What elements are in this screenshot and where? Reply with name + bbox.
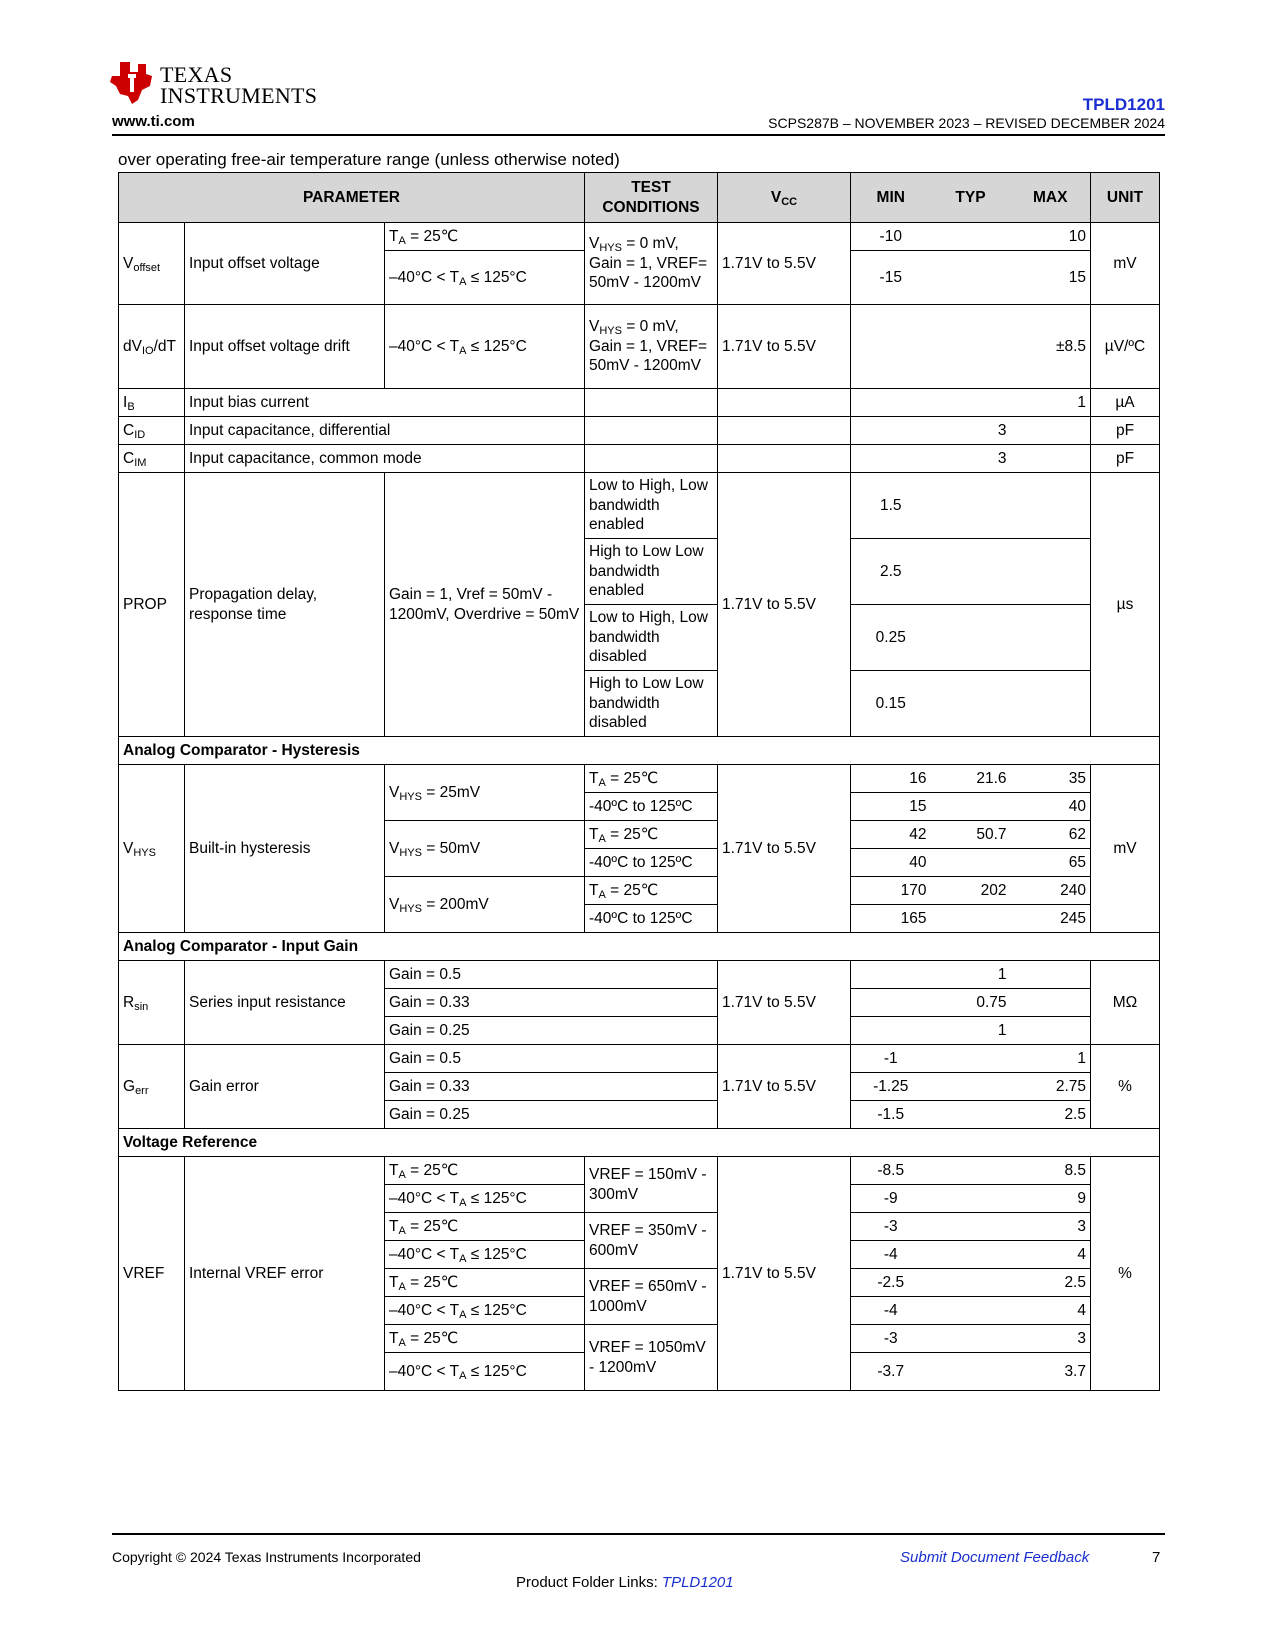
max-cell: 4 bbox=[1011, 1297, 1091, 1325]
max-cell: 2.75 bbox=[1011, 1073, 1091, 1101]
section-title: Voltage Reference bbox=[119, 1129, 1160, 1157]
condition-cell: $-40^\circ C < T_A \le 125^\circ C$ bbox=[385, 1297, 585, 1325]
min-cell: 42 bbox=[851, 821, 931, 849]
header-typ: TYP bbox=[931, 173, 1011, 223]
typ-cell: 1 bbox=[931, 961, 1011, 989]
min-cell: -3 bbox=[851, 1325, 931, 1353]
page-number: 7 bbox=[1152, 1549, 1161, 1566]
doc-id-link[interactable]: TPLD1201 bbox=[1082, 95, 1165, 114]
min-cell bbox=[851, 417, 931, 445]
condition-cell: Gain = 0.5 bbox=[385, 961, 718, 989]
section-row bbox=[119, 737, 1160, 765]
max-cell: 8.5 bbox=[1011, 1157, 1091, 1185]
param-name: Propagation delay, response time bbox=[185, 473, 385, 737]
table-caption: over operating free-air temperature range (unless otherwise noted) bbox=[118, 150, 620, 169]
param-name: Input offset voltage bbox=[185, 223, 385, 305]
condition-cell: $-40^\circ C < T_A \le 125^\circ C$ bbox=[385, 251, 585, 305]
typ-cell bbox=[931, 389, 1011, 417]
typ-cell: 0.75 bbox=[931, 989, 1011, 1017]
condition-cell: $T_A$ = 25℃ bbox=[385, 1325, 585, 1353]
max-cell: 3.7 bbox=[1011, 1353, 1091, 1391]
max-cell: 15 bbox=[1011, 251, 1091, 305]
table-row bbox=[119, 305, 1160, 389]
max-cell bbox=[1011, 989, 1091, 1017]
condition-cell: $T_A$ = 25℃ bbox=[385, 1269, 585, 1297]
condition-cell: Gain = 0.33 bbox=[385, 989, 718, 1017]
logo-line-2: INSTRUMENTS bbox=[160, 83, 318, 108]
vcc-cell: 1.71V to 5.5V bbox=[718, 1157, 851, 1391]
max-cell: 65 bbox=[1011, 849, 1091, 877]
test-condition: VREF = 1050mV - 1200mV bbox=[585, 1325, 718, 1391]
min-cell: 165 bbox=[851, 905, 931, 933]
max-cell: 2.5 bbox=[1011, 1101, 1091, 1129]
test-condition: Low to High, Low bandwidth disabled bbox=[585, 605, 718, 671]
typ-cell bbox=[931, 539, 1011, 605]
test-condition: High to Low Low bandwidth enabled bbox=[585, 539, 718, 605]
vcc-cell: 1.71V to 5.5V bbox=[718, 223, 851, 305]
param-name: Input offset voltage drift bbox=[185, 305, 385, 389]
min-cell: -1 bbox=[851, 1045, 931, 1073]
test-condition: -40ºC to 125ºC bbox=[585, 905, 718, 933]
min-cell: 0.15 bbox=[851, 671, 931, 737]
condition-cell: $V_{HYS} = 25mV$ bbox=[385, 765, 585, 821]
param-symbol: $V_{HYS}$ bbox=[119, 765, 185, 933]
typ-cell bbox=[931, 671, 1011, 737]
typ-cell bbox=[931, 849, 1011, 877]
test-condition: -40ºC to 125ºC bbox=[585, 793, 718, 821]
param-symbol: $V_{offset}$ bbox=[119, 223, 185, 305]
test-condition: $T_A$ = 25℃ bbox=[585, 765, 718, 793]
unit-cell: mV bbox=[1091, 765, 1160, 933]
condition-cell: $-40^\circ C < T_A \le 125^\circ C$ bbox=[385, 1185, 585, 1213]
min-cell: 2.5 bbox=[851, 539, 931, 605]
condition-cell: $T_A$ = 25℃ bbox=[385, 223, 585, 251]
condition-cell: $-40^\circ C < T_A \le 125^\circ C$ bbox=[385, 305, 585, 389]
test-condition: $V_{HYS} = 0$ mV, Gain = 1, VREF= 50mV - 1200mV bbox=[585, 305, 718, 389]
section-title: Analog Comparator - Hysteresis bbox=[119, 737, 1160, 765]
test-condition: VREF = 150mV - 300mV bbox=[585, 1157, 718, 1213]
param-name: Series input resistance bbox=[185, 961, 385, 1045]
logo-line-1: TEXAS bbox=[160, 62, 233, 87]
condition-cell: Gain = 0.5 bbox=[385, 1045, 718, 1073]
table-row bbox=[119, 765, 1160, 793]
max-cell: 4 bbox=[1011, 1241, 1091, 1269]
unit-cell: MΩ bbox=[1091, 961, 1160, 1045]
ti-logo[interactable] bbox=[108, 60, 318, 110]
header-min: MIN bbox=[851, 173, 931, 223]
condition-cell: Gain = 1, Vref = 50mV - 1200mV, Overdrive = 50mV bbox=[385, 473, 585, 737]
typ-cell bbox=[931, 1045, 1011, 1073]
condition-cell: $V_{HYS} = 200mV$ bbox=[385, 877, 585, 933]
test-condition: -40ºC to 125ºC bbox=[585, 849, 718, 877]
section-row bbox=[119, 933, 1160, 961]
vcc-cell bbox=[718, 389, 851, 417]
condition-cell: $V_{HYS} = 50mV$ bbox=[385, 821, 585, 877]
min-cell bbox=[851, 305, 931, 389]
test-condition: VREF = 650mV - 1000mV bbox=[585, 1269, 718, 1325]
unit-cell: % bbox=[1091, 1045, 1160, 1129]
typ-cell: 3 bbox=[931, 445, 1011, 473]
submit-feedback-link[interactable]: Submit Document Feedback bbox=[900, 1549, 1090, 1566]
condition-cell: $-40^\circ C < T_A \le 125^\circ C$ bbox=[385, 1353, 585, 1391]
max-cell: 1 bbox=[1011, 389, 1091, 417]
table-row bbox=[119, 473, 1160, 539]
table-row bbox=[119, 389, 1160, 417]
vcc-cell bbox=[718, 417, 851, 445]
typ-cell bbox=[931, 1269, 1011, 1297]
test-condition: High to Low Low bandwidth disabled bbox=[585, 671, 718, 737]
max-cell: 10 bbox=[1011, 223, 1091, 251]
max-cell bbox=[1011, 539, 1091, 605]
typ-cell bbox=[931, 223, 1011, 251]
param-symbol: PROP bbox=[119, 473, 185, 737]
min-cell bbox=[851, 389, 931, 417]
typ-cell bbox=[931, 305, 1011, 389]
condition-cell: Gain = 0.25 bbox=[385, 1101, 718, 1129]
min-cell: -3.7 bbox=[851, 1353, 931, 1391]
min-cell: -9 bbox=[851, 1185, 931, 1213]
typ-cell bbox=[931, 605, 1011, 671]
table-row bbox=[119, 961, 1160, 989]
website-link[interactable]: www.ti.com bbox=[112, 113, 195, 130]
typ-cell bbox=[931, 1297, 1011, 1325]
copyright: Copyright © 2024 Texas Instruments Incorporated bbox=[112, 1549, 421, 1565]
typ-cell: 3 bbox=[931, 417, 1011, 445]
max-cell bbox=[1011, 961, 1091, 989]
typ-cell bbox=[931, 1185, 1011, 1213]
typ-cell bbox=[931, 1101, 1011, 1129]
unit-cell: % bbox=[1091, 1157, 1160, 1391]
typ-cell bbox=[931, 1157, 1011, 1185]
min-cell bbox=[851, 989, 931, 1017]
param-name: Input bias current bbox=[185, 389, 585, 417]
table-row bbox=[119, 417, 1160, 445]
typ-cell: 1 bbox=[931, 1017, 1011, 1045]
max-cell: 3 bbox=[1011, 1325, 1091, 1353]
condition-cell: Gain = 0.33 bbox=[385, 1073, 718, 1101]
param-name: Gain error bbox=[185, 1045, 385, 1129]
param-symbol: $R_{sin}$ bbox=[119, 961, 185, 1045]
min-cell: -4 bbox=[851, 1297, 931, 1325]
min-cell: -15 bbox=[851, 251, 931, 305]
footer-rule bbox=[112, 1533, 1165, 1535]
min-cell: -1.25 bbox=[851, 1073, 931, 1101]
param-symbol: $C_{IM}$ bbox=[119, 445, 185, 473]
param-symbol: $G_{err}$ bbox=[119, 1045, 185, 1129]
min-cell: -2.5 bbox=[851, 1269, 931, 1297]
header-max: MAX bbox=[1011, 173, 1091, 223]
typ-cell: 21.6 bbox=[931, 765, 1011, 793]
max-cell: 35 bbox=[1011, 765, 1091, 793]
min-cell: -1.5 bbox=[851, 1101, 931, 1129]
test-condition: VREF = 350mV - 600mV bbox=[585, 1213, 718, 1269]
max-cell: 240 bbox=[1011, 877, 1091, 905]
spec-table bbox=[118, 172, 1160, 1391]
max-cell bbox=[1011, 671, 1091, 737]
table-row bbox=[119, 223, 1160, 251]
unit-cell: µA bbox=[1091, 389, 1160, 417]
max-cell bbox=[1011, 605, 1091, 671]
min-cell: -10 bbox=[851, 223, 931, 251]
max-cell: 245 bbox=[1011, 905, 1091, 933]
header-parameter: PARAMETER bbox=[119, 173, 585, 223]
max-cell: 40 bbox=[1011, 793, 1091, 821]
vcc-cell bbox=[718, 445, 851, 473]
min-cell: 40 bbox=[851, 849, 931, 877]
typ-cell bbox=[931, 473, 1011, 539]
test-condition bbox=[585, 445, 718, 473]
max-cell bbox=[1011, 473, 1091, 539]
min-cell: 170 bbox=[851, 877, 931, 905]
typ-cell: 202 bbox=[931, 877, 1011, 905]
unit-cell: mV bbox=[1091, 223, 1160, 305]
section-row bbox=[119, 1129, 1160, 1157]
vcc-cell: 1.71V to 5.5V bbox=[718, 473, 851, 737]
param-name: Internal VREF error bbox=[185, 1157, 385, 1391]
param-name: Input capacitance, common mode bbox=[185, 445, 585, 473]
test-condition bbox=[585, 389, 718, 417]
max-cell: 2.5 bbox=[1011, 1269, 1091, 1297]
typ-cell bbox=[931, 793, 1011, 821]
vcc-cell: 1.71V to 5.5V bbox=[718, 1045, 851, 1129]
min-cell: 1.5 bbox=[851, 473, 931, 539]
typ-cell bbox=[931, 1353, 1011, 1391]
param-symbol: $dV_{IO}/dT$ bbox=[119, 305, 185, 389]
product-folder-label: Product Folder Links: bbox=[516, 1574, 662, 1591]
min-cell: -3 bbox=[851, 1213, 931, 1241]
table-row bbox=[119, 445, 1160, 473]
unit-cell: pF bbox=[1091, 417, 1160, 445]
min-cell: 15 bbox=[851, 793, 931, 821]
test-condition: Low to High, Low bandwidth enabled bbox=[585, 473, 718, 539]
min-cell: -4 bbox=[851, 1241, 931, 1269]
test-condition: $T_A$ = 25℃ bbox=[585, 877, 718, 905]
min-cell: 0.25 bbox=[851, 605, 931, 671]
min-cell bbox=[851, 445, 931, 473]
max-cell: ±8.5 bbox=[1011, 305, 1091, 389]
param-name: Input capacitance, differential bbox=[185, 417, 585, 445]
max-cell bbox=[1011, 1017, 1091, 1045]
param-symbol: $C_{ID}$ bbox=[119, 417, 185, 445]
typ-cell: 50.7 bbox=[931, 821, 1011, 849]
param-symbol: VREF bbox=[119, 1157, 185, 1391]
vcc-cell: 1.71V to 5.5V bbox=[718, 765, 851, 933]
min-cell bbox=[851, 961, 931, 989]
table-row bbox=[119, 1045, 1160, 1073]
texas-state-icon bbox=[108, 60, 154, 106]
unit-cell: µs bbox=[1091, 473, 1160, 737]
table-row bbox=[119, 1157, 1160, 1185]
header-test-conditions: TEST CONDITIONS bbox=[585, 173, 718, 223]
max-cell bbox=[1011, 445, 1091, 473]
condition-cell: $T_A$ = 25℃ bbox=[385, 1157, 585, 1185]
param-name: Built-in hysteresis bbox=[185, 765, 385, 933]
test-condition bbox=[585, 417, 718, 445]
doc-revision: SCPS287B – NOVEMBER 2023 – REVISED DECEMBER 2024 bbox=[768, 115, 1165, 131]
min-cell bbox=[851, 1017, 931, 1045]
condition-cell: $T_A$ = 25℃ bbox=[385, 1213, 585, 1241]
header-unit: UNIT bbox=[1091, 173, 1160, 223]
header-rule bbox=[112, 134, 1165, 136]
typ-cell bbox=[931, 1213, 1011, 1241]
typ-cell bbox=[931, 1073, 1011, 1101]
param-symbol: $I_B$ bbox=[119, 389, 185, 417]
unit-cell: pF bbox=[1091, 445, 1160, 473]
table-header-row bbox=[119, 173, 1160, 223]
header-vcc: $V_{CC}$ bbox=[718, 173, 851, 223]
vcc-cell: 1.71V to 5.5V bbox=[718, 961, 851, 1045]
typ-cell bbox=[931, 905, 1011, 933]
test-condition: $V_{HYS} = 0$ mV, Gain = 1, VREF= 50mV - 1200mV bbox=[585, 223, 718, 305]
max-cell: 9 bbox=[1011, 1185, 1091, 1213]
test-condition: $T_A$ = 25℃ bbox=[585, 821, 718, 849]
product-folder-link[interactable]: TPLD1201 bbox=[661, 1574, 734, 1591]
max-cell: 3 bbox=[1011, 1213, 1091, 1241]
max-cell bbox=[1011, 417, 1091, 445]
condition-cell: Gain = 0.25 bbox=[385, 1017, 718, 1045]
section-title: Analog Comparator - Input Gain bbox=[119, 933, 1160, 961]
vcc-cell: 1.71V to 5.5V bbox=[718, 305, 851, 389]
min-cell: 16 bbox=[851, 765, 931, 793]
max-cell: 62 bbox=[1011, 821, 1091, 849]
min-cell: -8.5 bbox=[851, 1157, 931, 1185]
unit-cell: µV/ºC bbox=[1091, 305, 1160, 389]
max-cell: 1 bbox=[1011, 1045, 1091, 1073]
condition-cell: $-40^\circ C < T_A \le 125^\circ C$ bbox=[385, 1241, 585, 1269]
typ-cell bbox=[931, 1241, 1011, 1269]
typ-cell bbox=[931, 251, 1011, 305]
typ-cell bbox=[931, 1325, 1011, 1353]
product-folder-links bbox=[516, 1574, 734, 1591]
